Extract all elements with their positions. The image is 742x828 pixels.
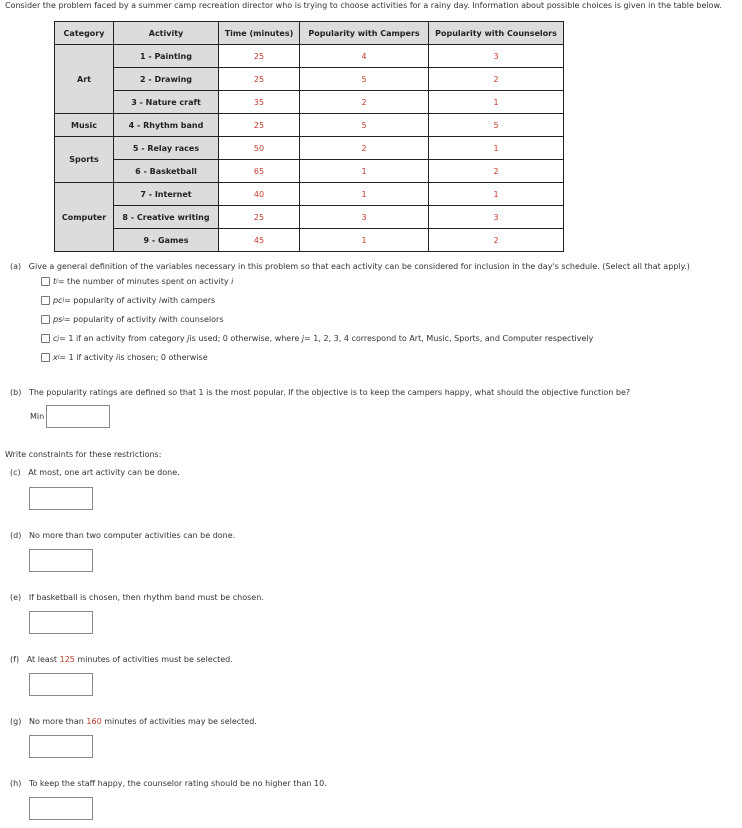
part-g-input[interactable] — [29, 735, 93, 758]
activity-time: 50 — [219, 137, 300, 160]
campers-rating: 3 — [300, 206, 429, 229]
part-g-label: (g) — [10, 717, 22, 726]
part-e-text: If basketball is chosen, then rhythm band must be chosen. — [28, 593, 264, 602]
part-g-value: 160 — [86, 717, 102, 726]
var-symbol: c — [53, 334, 58, 343]
part-e-question — [10, 593, 264, 602]
option-index: j — [301, 334, 305, 343]
col-header-category: Category — [55, 22, 114, 45]
var-subscript: j — [57, 335, 60, 342]
part-h-question — [10, 779, 327, 788]
checkbox[interactable] — [41, 277, 50, 286]
option-index: j — [187, 334, 190, 343]
activity-name: 4 - Rhythm band — [114, 114, 219, 137]
part-g-question — [10, 717, 257, 726]
table-row — [55, 206, 564, 229]
part-e-label: (e) — [10, 593, 22, 602]
part-b-question — [10, 388, 630, 397]
part-f-label: (f) — [10, 655, 20, 664]
col-header-activity: Activity — [114, 22, 219, 45]
part-f-question — [10, 655, 233, 664]
activity-name: 1 - Painting — [114, 45, 219, 68]
category-sports: Sports — [55, 137, 114, 183]
part-c-input[interactable] — [29, 487, 93, 510]
part-d-text: No more than two computer activities can be done. — [28, 531, 236, 540]
part-f-text-before: At least — [26, 655, 60, 664]
option-text: = 1 if an activity from category — [59, 334, 185, 343]
checkbox[interactable] — [41, 334, 50, 343]
option-index: i — [115, 353, 119, 362]
activity-name: 7 - Internet — [114, 183, 219, 206]
activity-name: 9 - Games — [114, 229, 219, 252]
part-a-text: Give a general definition of the variables necessary in this problem so that each activity can be considered for inclusion in the day's schedule. (Select all that apply.) — [28, 262, 690, 271]
campers-rating: 1 — [300, 183, 429, 206]
option-x[interactable] — [41, 353, 208, 362]
option-index: i — [231, 277, 234, 286]
part-e-input[interactable] — [29, 611, 93, 634]
table-row — [55, 229, 564, 252]
part-b-label: (b) — [10, 388, 22, 397]
option-c[interactable] — [41, 334, 593, 343]
var-symbol: t — [53, 277, 57, 286]
option-tail: is chosen; 0 otherwise — [118, 353, 208, 362]
activity-name: 3 - Nature craft — [114, 91, 219, 114]
part-d-question — [10, 531, 235, 540]
counselors-rating: 1 — [429, 91, 564, 114]
activity-name: 6 - Basketball — [114, 160, 219, 183]
part-a-question — [10, 262, 690, 271]
option-ps[interactable] — [41, 315, 224, 324]
constraints-heading: Write constraints for these restrictions: — [5, 450, 162, 459]
table-row — [55, 68, 564, 91]
part-c-text: At most, one art activity can be done. — [28, 468, 180, 477]
category-music: Music — [55, 114, 114, 137]
counselors-rating: 1 — [429, 137, 564, 160]
var-subscript: i — [62, 297, 65, 304]
campers-rating: 1 — [300, 160, 429, 183]
activity-time: 35 — [219, 91, 300, 114]
table-row — [55, 183, 564, 206]
part-g-text-after: minutes of activities may be selected. — [101, 717, 257, 726]
activity-name: 2 - Drawing — [114, 68, 219, 91]
col-header-campers: Popularity with Campers — [300, 22, 429, 45]
option-t[interactable] — [41, 277, 233, 286]
checkbox[interactable] — [41, 296, 50, 305]
part-h-text: To keep the staff happy, the counselor rating should be no higher than 10. — [28, 779, 327, 788]
part-d-label: (d) — [10, 531, 22, 540]
activity-time: 25 — [219, 68, 300, 91]
part-d-input[interactable] — [29, 549, 93, 572]
option-text: = 1 if activity — [59, 353, 114, 362]
table-row — [55, 114, 564, 137]
activity-time: 40 — [219, 183, 300, 206]
counselors-rating: 1 — [429, 183, 564, 206]
option-tail: = 1, 2, 3, 4 correspond to Art, Music, Sports, and Computer respectively — [304, 334, 594, 343]
col-header-counselors: Popularity with Counselors — [429, 22, 564, 45]
option-tail: is used; 0 otherwise, where — [189, 334, 300, 343]
part-h-input[interactable] — [29, 797, 93, 820]
var-subscript: i — [57, 354, 60, 361]
counselors-rating: 2 — [429, 229, 564, 252]
category-art: Art — [55, 45, 114, 114]
var-symbol: ps — [53, 315, 63, 324]
var-symbol: x — [53, 353, 58, 362]
part-c-label: (c) — [10, 468, 21, 477]
option-text: = popularity of activity — [64, 296, 157, 305]
activity-name: 5 - Relay races — [114, 137, 219, 160]
counselors-rating: 5 — [429, 114, 564, 137]
option-tail: with campers — [161, 296, 216, 305]
campers-rating: 4 — [300, 45, 429, 68]
part-f-value: 125 — [59, 655, 75, 664]
activity-time: 45 — [219, 229, 300, 252]
option-text: = the number of minutes spent on activity — [57, 277, 229, 286]
counselors-rating: 3 — [429, 45, 564, 68]
activity-time: 25 — [219, 206, 300, 229]
part-a-label: (a) — [10, 262, 22, 271]
table-row — [55, 160, 564, 183]
option-index: i — [158, 296, 162, 305]
activity-time: 65 — [219, 160, 300, 183]
part-b-text: The popularity ratings are defined so that 1 is the most popular. If the objective is to keep the campers happy, what should the objective function be? — [28, 388, 631, 397]
var-symbol: pc — [53, 296, 63, 305]
col-header-time: Time (minutes) — [219, 22, 300, 45]
category-computer: Computer — [55, 183, 114, 252]
campers-rating: 5 — [300, 68, 429, 91]
checkbox[interactable] — [41, 353, 50, 362]
part-g-text-before: No more than — [28, 717, 87, 726]
counselors-rating: 3 — [429, 206, 564, 229]
problem-intro: Consider the problem faced by a summer camp recreation director who is trying to choose activities for a rainy day. Information about possible choices is given in the table below. — [5, 1, 722, 10]
table-row — [55, 137, 564, 160]
var-subscript: i — [62, 316, 64, 323]
campers-rating: 2 — [300, 137, 429, 160]
option-pc[interactable] — [41, 296, 215, 305]
part-h-label: (h) — [10, 779, 22, 788]
part-f-input[interactable] — [29, 673, 93, 696]
option-text: = popularity of activity — [63, 315, 157, 324]
table-row — [55, 91, 564, 114]
activity-time: 25 — [219, 45, 300, 68]
var-subscript: i — [56, 278, 58, 285]
table-row — [55, 45, 564, 68]
checkbox[interactable] — [41, 315, 50, 324]
part-f-text-after: minutes of activities must be selected. — [74, 655, 233, 664]
part-c-question — [10, 468, 180, 477]
table-header-row — [55, 22, 564, 45]
activities-table — [54, 21, 564, 252]
min-label: Min — [30, 412, 45, 421]
counselors-rating: 2 — [429, 160, 564, 183]
campers-rating: 1 — [300, 229, 429, 252]
option-tail: with counselors — [160, 315, 224, 324]
option-index: i — [158, 315, 161, 324]
campers-rating: 5 — [300, 114, 429, 137]
activity-name: 8 - Creative writing — [114, 206, 219, 229]
objective-function-input[interactable] — [46, 405, 110, 428]
counselors-rating: 2 — [429, 68, 564, 91]
campers-rating: 2 — [300, 91, 429, 114]
activity-time: 25 — [219, 114, 300, 137]
